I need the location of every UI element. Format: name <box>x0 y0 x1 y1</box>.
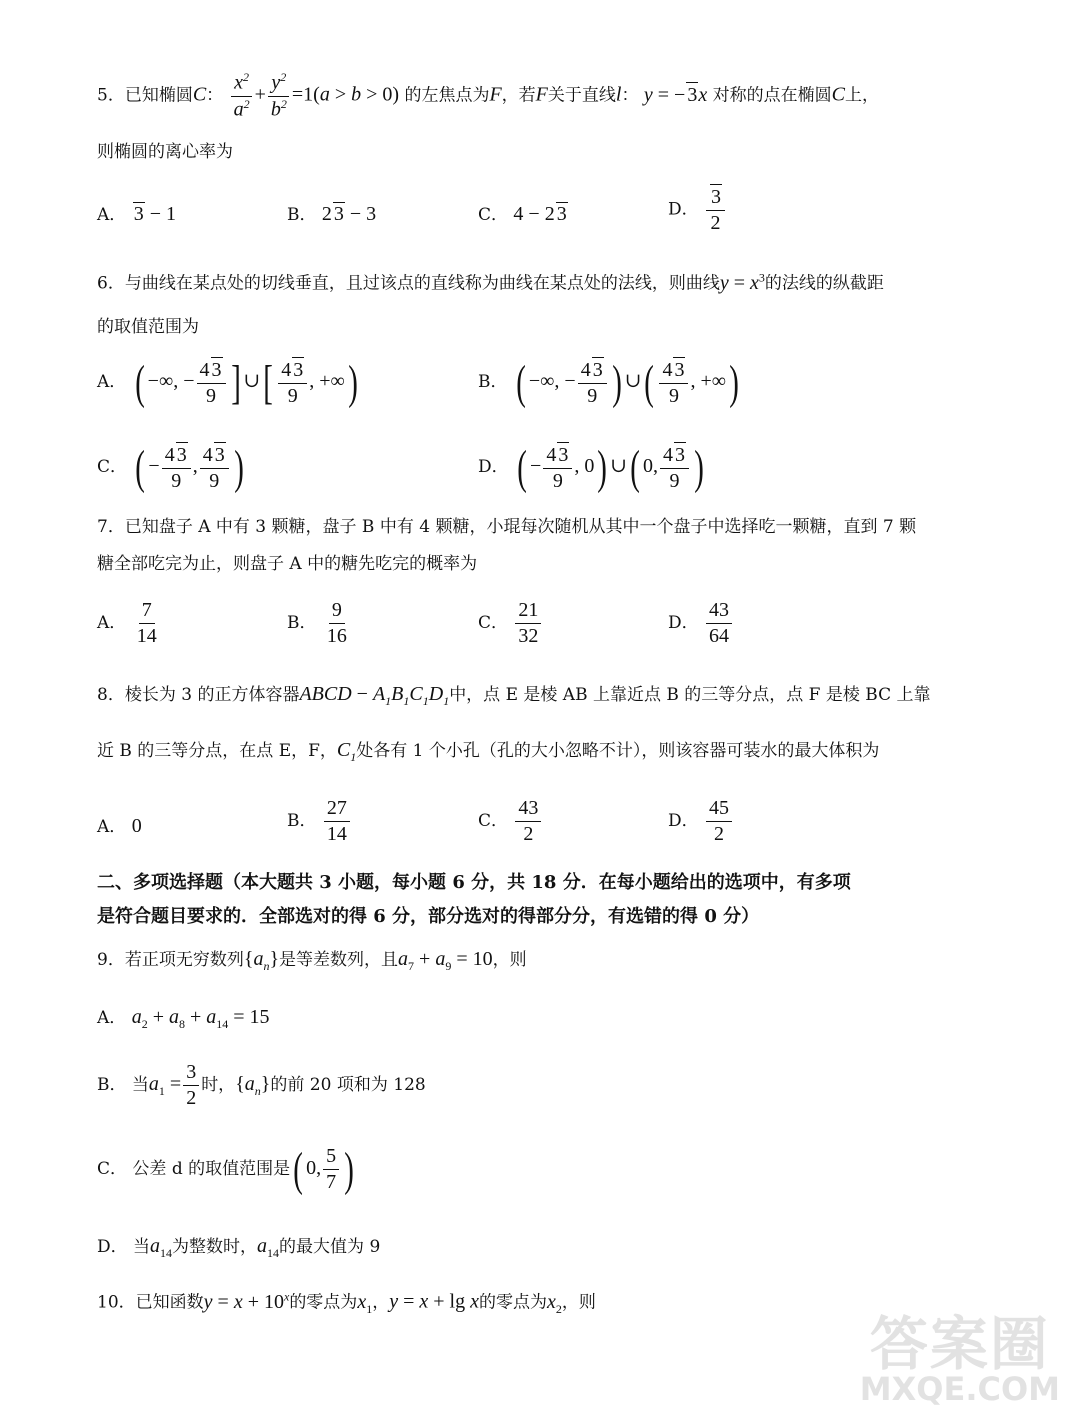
q6-option-c[interactable]: C． ( − $\frac{4 3}{9}$ , $\frac{4 3}{9}$ ) <box>97 441 244 494</box>
option-label: D． <box>668 811 699 831</box>
frac-den: 64 <box>709 625 730 647</box>
option-text-post: 的最大值为 9 <box>279 1237 381 1257</box>
frac-den: 2 <box>714 823 725 845</box>
q5-text-mid2: ，若 <box>501 85 536 106</box>
option-label: C． <box>478 205 509 225</box>
q7-option-c[interactable] <box>478 598 543 649</box>
q6-text-post: 的法线的纵截距 <box>764 273 884 294</box>
option-label: C． <box>478 811 509 831</box>
frac-den: 14 <box>326 823 347 845</box>
q5-option-d[interactable]: D． $\frac{3}{2}$ <box>668 184 727 236</box>
q10-text-post: ，则 <box>561 1292 596 1313</box>
q5-stem-line1: 5．已知椭圆C： $\frac{x^2}{a^2}$ + $\frac{y^2}{b^2}$ =1(a > b > 0) 的左焦点为F，若F关于直线l： y = − 3x 对称的点在椭圆C上， <box>97 70 879 121</box>
frac-num: 43 <box>515 796 541 822</box>
frac-num: 45 <box>706 796 732 822</box>
q8-stem-line1: 8．棱长为 3 的正方体容器ABCD − $A_1B_1C_1D_1$中，点 E 是棱 AB 上靠近点 B 的三等分点，点 F 是棱 BC 上靠 <box>97 683 931 708</box>
q8-text-post: 中，点 E 是棱 AB 上靠近点 B 的三等分点，点 F 是棱 BC 上靠 <box>449 685 931 705</box>
watermark-en: MXQE.COM <box>859 1370 1060 1408</box>
option-text: 当 <box>133 1237 151 1257</box>
q10-text-mid: 的零点为 <box>289 1292 358 1313</box>
option-label: A． <box>97 1008 127 1028</box>
option-label: D． <box>478 457 509 477</box>
q9-text: 9．若正项无穷数列 <box>97 950 244 970</box>
q5-text-mid3: 关于直线 <box>547 85 616 106</box>
q6-option-a[interactable]: A． ( −∞, − $\frac{4 3}{9}$ ] ∪[ $\frac{4 3}{9}$ , +∞) <box>97 356 358 409</box>
section2-heading-line1: 二、多项选择题（本大题共 3 小题，每小题 6 分，共 18 分．在每小题给出的选项中，有多项 <box>97 872 851 893</box>
option-text-mid: 为整数时， <box>172 1237 258 1257</box>
frac-den: 14 <box>136 625 157 647</box>
q8-text-line2-post: 处各有 1 个小孔（孔的大小忽略不计），则该容器可装水的最大体积为 <box>356 741 880 761</box>
q5-frac-x: $\frac{x^2}{a^2}$ <box>231 70 253 122</box>
frac-num: 43 <box>706 598 732 624</box>
frac-den: 32 <box>518 625 539 647</box>
q5-option-b[interactable]: B． 2 3 − 3 <box>287 203 377 225</box>
q8-option-a[interactable] <box>97 812 142 838</box>
option-label: C． <box>97 1159 128 1179</box>
option-label: A． <box>97 205 127 225</box>
q5-stem-line2: 则椭圆的离心率为 <box>97 142 233 162</box>
frac-num: 21 <box>515 598 541 624</box>
option-label: C． <box>478 613 509 633</box>
q9-option-d[interactable]: D． 当$a_{14}$为整数时，$a_{14}$的最大值为 9 <box>97 1235 381 1260</box>
option-label: A． <box>97 817 127 837</box>
q8-option-d[interactable] <box>668 796 734 847</box>
frac-num: 7 <box>139 598 155 624</box>
option-label: A． <box>97 613 127 633</box>
frac-num: 27 <box>324 796 350 822</box>
q7-stem-line2: 糖全部吃完为止，则盘子 A 中的糖先吃完的概率为 <box>97 554 478 574</box>
q5-option-a[interactable]: A． 3 − 1 <box>97 203 176 225</box>
option-label: B． <box>478 372 508 392</box>
q7-stem-line1: 7．已知盘子 A 中有 3 颗糖，盘子 B 中有 4 颗糖，小琨每次随机从其中一个盘子中选择吃一颗糖，直到 7 颗 <box>97 517 917 537</box>
section2-heading-line2: 是符合题目要求的．全部选对的得 6 分，部分选对的得部分分，有选错的得 0 分） <box>97 906 760 927</box>
option-text-mid: 时， <box>201 1075 236 1095</box>
q5-frac-y: $\frac{y^2}{b^2}$ <box>268 70 290 122</box>
q9-stem: 9．若正项无穷数列$\{a_n\}$是等差数列，且$a_7 + a_9 = 10$，则 <box>97 948 527 973</box>
option-label: B． <box>287 613 317 633</box>
option-label: B． <box>97 1075 127 1095</box>
q5-option-c[interactable]: C． 4 − 2 3 <box>478 203 567 225</box>
q5-label-l: l <box>615 83 622 106</box>
q10-text-mid2: ， <box>372 1292 390 1313</box>
watermark-cn: 答案圈 <box>869 1310 1050 1378</box>
q5-text-post2: 上， <box>844 85 879 106</box>
watermark-logo <box>859 1310 1060 1408</box>
frac-num: 9 <box>329 598 345 624</box>
q10-text: 10．已知函数 <box>97 1292 204 1313</box>
option-text: 公差 d 的取值范围是 <box>132 1159 291 1179</box>
q6-stem-line1: 6．与曲线在某点处的切线垂直，且过该点的直线称为曲线在某点处的法线，则曲线$y = x^3$的法线的纵截距 <box>97 270 884 294</box>
q8-option-c[interactable] <box>478 796 543 847</box>
q9-option-c[interactable]: C． 公差 d 的取值范围是( 0, $\frac{5}{7}$ ) <box>97 1143 354 1196</box>
q7-option-a[interactable] <box>97 598 162 649</box>
option-label: C． <box>97 457 128 477</box>
q6-option-b[interactable]: B． ( −∞, − $\frac{4 3}{9}$ ) ∪( $\frac{4 3}{9}$ , +∞) <box>478 356 739 409</box>
q9-text-post: ，则 <box>492 950 527 970</box>
q6-option-d[interactable]: D． ( − $\frac{4 3}{9}$ , 0) ∪( 0, $\frac{4 3}{9}$ ) <box>478 441 704 494</box>
q9-option-b[interactable]: B． 当$a_1$ = $\frac{3}{2}$ 时，$\{a_n\}$的前 20 项和为 128 <box>97 1061 426 1109</box>
q5-label-c: C <box>192 83 207 106</box>
option-value: 0 <box>131 815 142 837</box>
q8-text-line2: 近 B 的三等分点，在点 E，F， <box>97 741 337 761</box>
q9-option-a[interactable]: A． $a_2 + a_8 + a_{14} = 15$ <box>97 1006 270 1031</box>
q10-text-mid3: 的零点为 <box>479 1292 547 1313</box>
q8-stem-line2: 近 B 的三等分点，在点 E，F，$C_1$处各有 1 个小孔（孔的大小忽略不计），则该容器可装水的最大体积为 <box>97 739 880 764</box>
q7-option-b[interactable] <box>287 598 352 649</box>
option-text-post: 的前 20 项和为 128 <box>270 1075 426 1095</box>
option-label: A． <box>97 372 127 392</box>
q8-option-b[interactable] <box>287 796 352 847</box>
option-label: B． <box>287 811 317 831</box>
frac-den: 16 <box>326 625 347 647</box>
q9-text-mid: 是等差数列，且 <box>279 950 399 970</box>
option-label: D． <box>668 199 699 220</box>
option-text: 当 <box>131 1075 149 1095</box>
q5-text-mid: 的左焦点为 <box>404 85 490 106</box>
option-label: B． <box>287 205 317 225</box>
option-label: D． <box>97 1237 128 1257</box>
q6-text: 6．与曲线在某点处的切线垂直，且过该点的直线称为曲线在某点处的法线，则曲线 <box>97 273 720 294</box>
q10-stem: 10．已知函数$y = x + 10^x$的零点为$x_1$，y = x + lg x的零点为$x_2$，则 <box>97 1289 596 1316</box>
q8-text: 8．棱长为 3 的正方体容器 <box>97 685 300 705</box>
q6-stem-line2: 的取值范围为 <box>97 317 199 337</box>
option-label: D． <box>668 613 699 633</box>
q5-text-post: 对称的点在椭圆 <box>712 85 832 106</box>
q5-text: 5．已知椭圆 <box>97 85 193 106</box>
frac-den: 2 <box>523 823 534 845</box>
q5-label-f: F <box>489 83 502 106</box>
q7-option-d[interactable] <box>668 598 734 649</box>
